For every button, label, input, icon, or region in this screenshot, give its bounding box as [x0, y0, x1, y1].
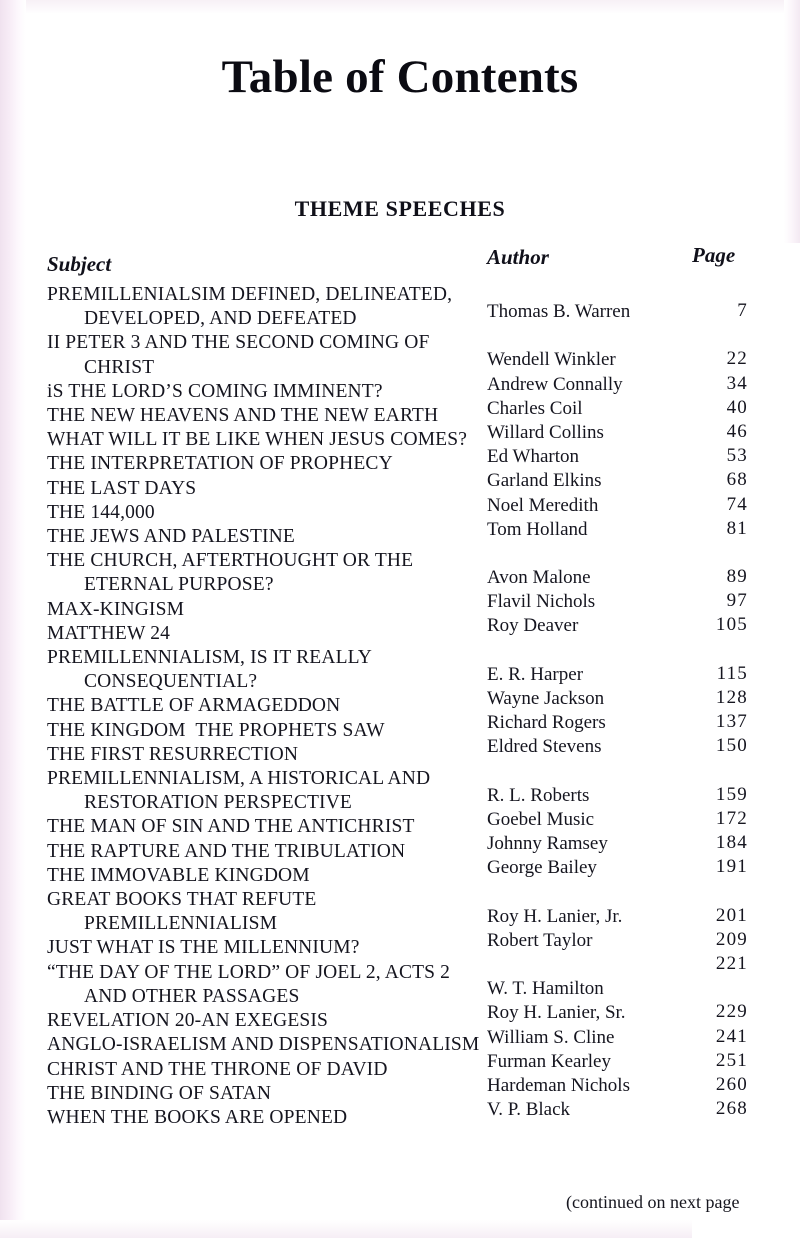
page-title: Table of Contents [221, 51, 579, 103]
page-number: 97 [726, 590, 748, 612]
page-number: 221 [715, 953, 748, 975]
author-column [487, 300, 682, 1122]
section-heading-theme-speeches: THEME SPEECHES [294, 196, 506, 221]
author-name: Furman Kearley [487, 1050, 611, 1072]
subject-line: PREMILLENIALSIM DEFINED, DELINEATED, [47, 284, 453, 305]
subject-line: ANGLO-ISRAELISM AND DISPENSATIONALISM [47, 1034, 480, 1056]
author-name: William S. Cline [487, 1026, 615, 1048]
page-number: 260 [715, 1074, 748, 1095]
page-number: 184 [715, 832, 748, 854]
subject-line: CONSEQUENTIAL? [84, 671, 258, 693]
subject-line: GREAT BOOKS THAT REFUTE [47, 889, 317, 911]
author-spacer [487, 881, 682, 905]
author-name: Andrew Connally [487, 373, 623, 395]
subject-line: PREMILLENNIALISM, IS IT REALLY [47, 647, 373, 669]
subject-line: THE BATTLE OF ARMAGEDDON [47, 695, 341, 717]
continued-note: (continued on next page [566, 1192, 740, 1212]
author-name: Noel Meredith [487, 494, 599, 516]
subject-line: CHRIST AND THE THRONE OF DAVID [47, 1058, 388, 1080]
subject-line: JUST WHAT IS THE MILLENNIUM? [47, 937, 360, 959]
column-header-page: Page [692, 243, 800, 1238]
subject-line: MATTHEW 24 [47, 622, 171, 644]
author-name: W. T. Hamilton [487, 978, 604, 1000]
author-name: Roy Deaver [487, 615, 579, 637]
page-number-column [660, 299, 748, 1121]
scan-edge-top [0, 0, 800, 14]
subject-line: ETERNAL PURPOSE? [84, 574, 274, 596]
subject-line: THE RAPTURE AND THE TRIBULATION [47, 840, 406, 862]
author-spacer [487, 324, 682, 348]
subject-line: WHEN THE BOOKS ARE OPENED [47, 1106, 348, 1128]
subject-line: THE IMMOVABLE KINGDOM [47, 864, 310, 886]
subject-line: THE INTERPRETATION OF PROPHECY [47, 453, 393, 475]
page-number: 53 [726, 445, 748, 467]
subject-line: THE JEWS AND PALESTINE [47, 526, 295, 548]
subject-line: MAX-KINGISM [47, 598, 185, 620]
page-number-spacer [660, 880, 748, 904]
author-name: Richard Rogers [487, 712, 606, 734]
subject-line: THE FIRST RESURRECTION [47, 743, 299, 765]
column-header-subject: Subject [47, 252, 112, 276]
page-number: 172 [715, 807, 748, 829]
author-name: V. P. Black [487, 1099, 571, 1121]
author-name: E. R. Harper [487, 663, 584, 685]
page-number-spacer [660, 323, 748, 347]
page-number: 105 [715, 614, 748, 636]
page-number: 209 [715, 928, 748, 950]
author-name: Charles Coil [487, 397, 583, 419]
subject-line: WHAT WILL IT BE LIKE WHEN JESUS COMES? [47, 429, 468, 451]
page-number: 22 [726, 348, 748, 370]
author-name: Thomas B. Warren [487, 301, 631, 322]
page-number: 128 [715, 687, 748, 708]
page-number-spacer [660, 759, 748, 783]
page-number: 159 [715, 783, 748, 805]
subject-line: PREMILLENNIALISM, A HISTORICAL AND [47, 768, 431, 790]
author-name: Eldred Stevens [487, 736, 602, 758]
page-number: 40 [726, 396, 748, 418]
page-number: 191 [715, 856, 748, 878]
scan-edge-bottom [0, 1220, 800, 1238]
page-number: 241 [715, 1025, 748, 1047]
page-number-spacer [660, 976, 748, 1000]
author-name: Wendell Winkler [487, 349, 616, 371]
author-name: Tom Holland [487, 518, 588, 540]
page-number-spacer [660, 541, 748, 565]
subject-line: THE CHURCH, AFTERTHOUGHT OR THE [47, 550, 414, 572]
subject-line: II PETER 3 AND THE SECOND COMING OF [47, 332, 430, 354]
subject-line: THE NEW HEAVENS AND THE NEW EARTH [47, 405, 439, 427]
page-number: 68 [726, 469, 748, 491]
subject-line: THE LAST DAYS [47, 477, 197, 499]
author-name: Hardeman Nichols [487, 1075, 630, 1096]
author-name: George Bailey [487, 857, 597, 879]
subject-line: AND OTHER PASSAGES [84, 985, 300, 1007]
page-number: 81 [726, 517, 748, 539]
subject-line: THE 144,000 [47, 501, 155, 523]
column-header-author: Author [487, 245, 549, 269]
page-number: 268 [715, 1098, 748, 1120]
author-name: Johnny Ramsey [487, 833, 608, 855]
page-number: 137 [715, 711, 748, 733]
author-spacer [487, 760, 682, 784]
author-spacer [487, 542, 682, 566]
page-number: 34 [726, 372, 748, 394]
subject-line: THE MAN OF SIN AND THE ANTICHRIST [47, 816, 415, 838]
subject-line: REVELATION 20-AN EXEGESIS [47, 1010, 329, 1032]
page-number: 115 [716, 662, 748, 684]
page-number: 74 [726, 493, 748, 515]
page-number-spacer [660, 638, 748, 662]
page-number: 7 [737, 300, 748, 321]
subject-line: DEVELOPED, AND DEFEATED [84, 308, 357, 330]
scan-edge-left [0, 0, 26, 1238]
author-name: Flavil Nichols [487, 591, 596, 613]
subject-column [47, 283, 517, 1130]
subject-line: CHRIST [84, 356, 155, 378]
subject-line: “THE DAY OF THE LORD” OF JOEL 2, ACTS 2 [47, 961, 451, 983]
author-name: Roy H. Lanier, Jr. [487, 905, 623, 927]
author-name: Avon Malone [487, 567, 591, 589]
page-number: 201 [715, 904, 748, 926]
page-number: 46 [726, 420, 748, 442]
subject-line: THE KINGDOM THE PROPHETS SAW [47, 719, 385, 741]
page-number: 150 [715, 735, 748, 757]
author-name: Goebel Music [487, 808, 595, 830]
subject-line: PREMILLENNIALISM [84, 913, 278, 935]
subject-line: iS THE LORD’S COMING IMMINENT? [47, 380, 383, 402]
author-spacer [487, 953, 682, 977]
page-number: 89 [726, 566, 748, 588]
author-name: Robert Taylor [487, 929, 593, 951]
page-number: 251 [715, 1049, 748, 1071]
subject-line: THE BINDING OF SATAN [47, 1082, 272, 1104]
page-number: 229 [715, 1001, 748, 1023]
author-name: Willard Collins [487, 421, 604, 443]
author-name: Roy H. Lanier, Sr. [487, 1002, 626, 1024]
author-name: Ed Wharton [487, 446, 579, 468]
author-name: Garland Elkins [487, 470, 602, 492]
author-spacer [487, 639, 682, 663]
author-name: R. L. Roberts [487, 784, 590, 806]
subject-line: RESTORATION PERSPECTIVE [84, 792, 352, 814]
author-name: Wayne Jackson [487, 688, 605, 709]
